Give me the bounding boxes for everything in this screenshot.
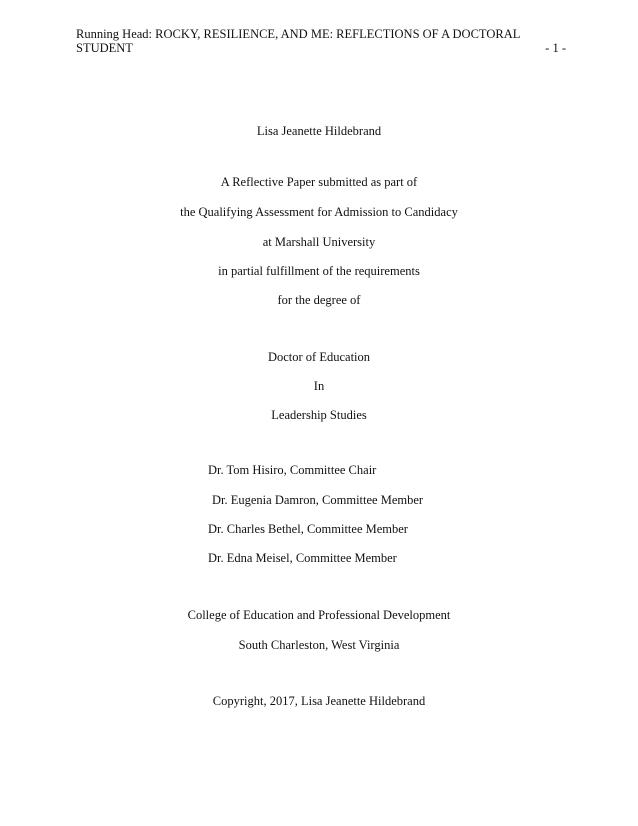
- committee-member-4: Dr. Edna Meisel, Committee Member: [208, 551, 397, 565]
- submission-line-1: A Reflective Paper submitted as part of: [220, 175, 418, 189]
- running-head-title: Running Head: ROCKY, RESILIENCE, AND ME: REFLECTIONS OF A DOCTORAL: [76, 27, 521, 41]
- committee-member-2: Dr. Eugenia Damron, Committee Member: [212, 493, 424, 507]
- degree-connector: In: [313, 379, 325, 393]
- copyright-line: Copyright, 2017, Lisa Jeanette Hildebrand: [212, 694, 426, 708]
- college-name: College of Education and Professional Development: [187, 608, 451, 622]
- running-head-title-continued: STUDENT: [76, 41, 133, 55]
- page-number: - 1 -: [545, 41, 566, 55]
- location: South Charleston, West Virginia: [238, 638, 400, 652]
- submission-line-2: the Qualifying Assessment for Admission to Candidacy: [180, 205, 458, 219]
- committee-member-1: Dr. Tom Hisiro, Committee Chair: [208, 463, 377, 477]
- submission-line-3: at Marshall University: [262, 235, 376, 249]
- submission-line-5: for the degree of: [277, 293, 361, 307]
- author-name: Lisa Jeanette Hildebrand: [256, 124, 382, 138]
- committee-member-3: Dr. Charles Bethel, Committee Member: [208, 522, 408, 536]
- degree-name: Doctor of Education: [267, 350, 371, 364]
- field-of-study: Leadership Studies: [271, 408, 367, 422]
- running-head: [76, 27, 566, 55]
- submission-line-4: in partial fulfillment of the requirements: [218, 264, 420, 278]
